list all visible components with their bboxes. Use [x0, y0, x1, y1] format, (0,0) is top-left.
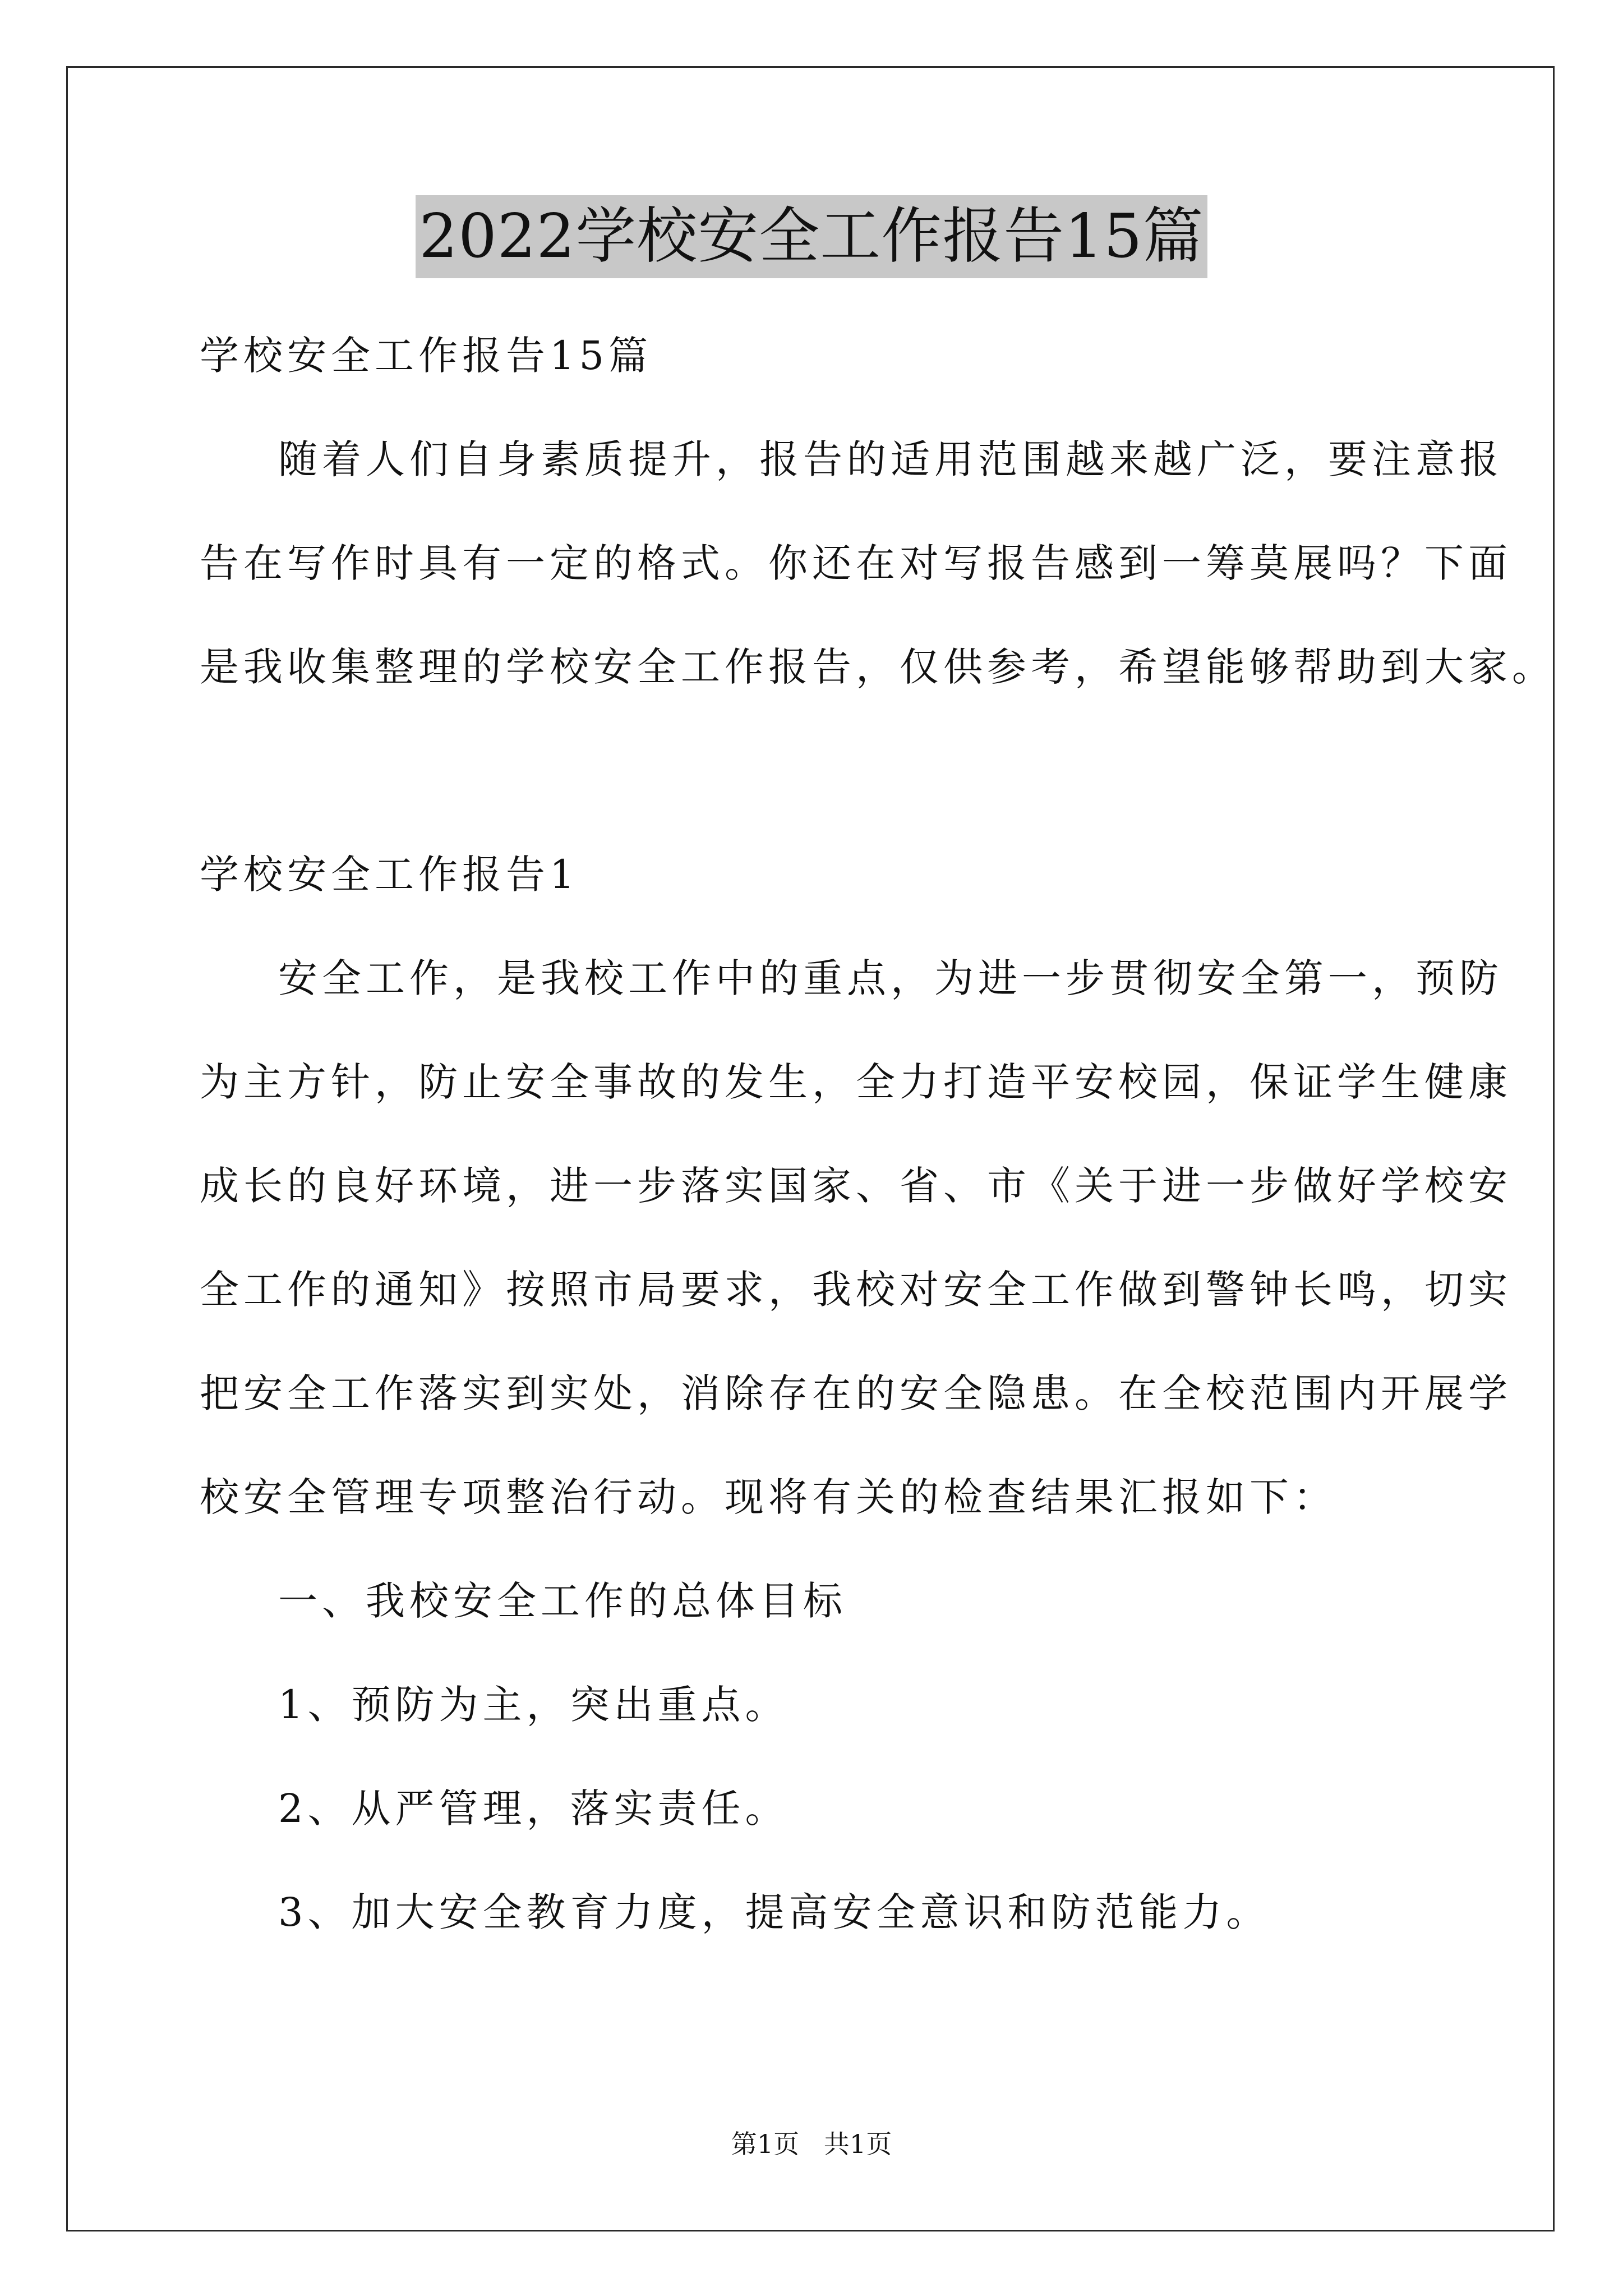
- intro-line: 随着人们自身素质提升，报告的适用范围越来越广泛，要注意报: [278, 436, 1503, 482]
- intro-line: 告在写作时具有一定的格式。你还在对写报告感到一筹莫展吗？下面: [200, 540, 1512, 586]
- title-container: [0, 195, 1623, 278]
- body-line: 把安全工作落实到实处，消除存在的安全隐患。在全校范围内开展学: [200, 1370, 1512, 1416]
- body-line: 为主方针，防止安全事故的发生，全力打造平安校园，保证学生健康: [200, 1059, 1512, 1105]
- goal-item: 2、从严管理，落实责任。: [278, 1786, 789, 1832]
- goal-item: 3、加大安全教育力度，提高安全意识和防范能力。: [278, 1889, 1270, 1935]
- body-line: 校安全管理专项整治行动。现将有关的检查结果汇报如下：: [200, 1474, 1337, 1520]
- body-line: 安全工作，是我校工作中的重点，为进一步贯彻安全第一，预防: [278, 955, 1503, 1001]
- paragraph-gap: [200, 719, 1433, 823]
- goal-item: 1、预防为主，突出重点。: [278, 1682, 789, 1728]
- document-title: 2022学校安全工作报告15篇: [416, 195, 1207, 278]
- intro-line: 是我收集整理的学校安全工作报告，仅供参考，希望能够帮助到大家。: [200, 644, 1556, 690]
- document-body: [200, 304, 1556, 1964]
- goals-heading: 一、我校安全工作的总体目标: [278, 1578, 847, 1624]
- page-number-footer: 第1页 共1页: [731, 2129, 892, 2159]
- document-subtitle: 学校安全工作报告15篇: [200, 333, 653, 379]
- body-line: 全工作的通知》按照市局要求，我校对安全工作做到警钟长鸣，切实: [200, 1267, 1512, 1313]
- section-heading: 学校安全工作报告1: [200, 852, 579, 898]
- body-line: 成长的良好环境，进一步落实国家、省、市《关于进一步做好学校安: [200, 1163, 1512, 1209]
